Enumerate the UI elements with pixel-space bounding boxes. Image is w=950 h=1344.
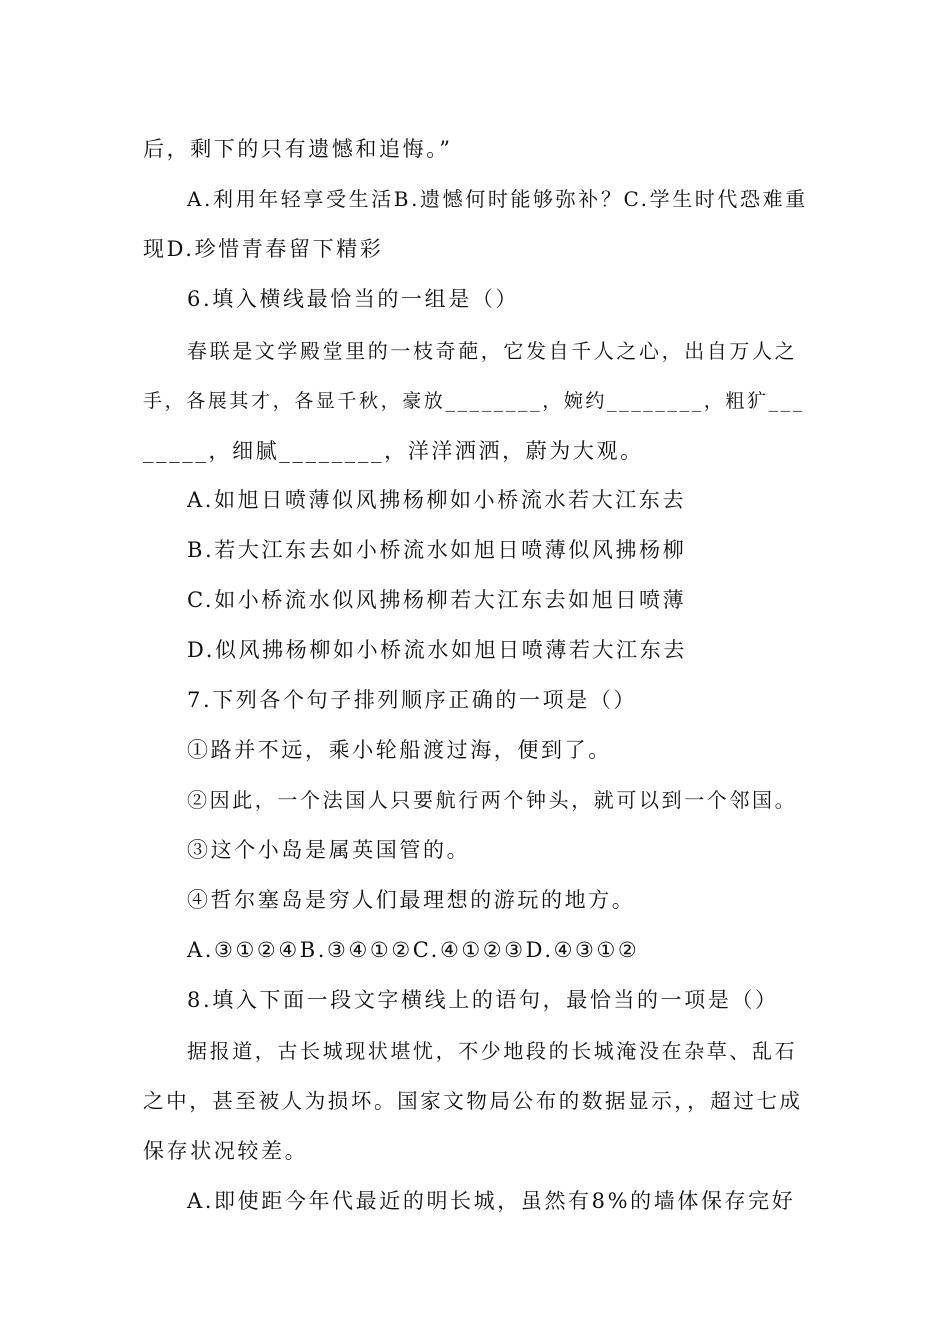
q6-option-d: D.似风拂杨柳如小桥流水如旭日喷薄若大江东去 <box>187 638 687 662</box>
q8-passage-line-2: 之中，甚至被人为损坏。国家文物局公布的数据显示，，超过七成 <box>143 1089 803 1113</box>
question-7-heading: 7.下列各个句子排列顺序正确的一项是（） <box>187 688 638 712</box>
q6-passage-line-1: 春联是文学殿堂里的一枝奇葩，它发自千人之心，出自万人之 <box>187 339 798 363</box>
q6-option-a: A.如旭日喷薄似风拂杨柳如小桥流水若大江东去 <box>187 488 687 512</box>
question-8-heading: 8.填入下面一段文字横线上的语句，最恰当的一项是（） <box>187 988 779 1012</box>
q8-passage-line-3: 保存状况较差。 <box>143 1139 309 1163</box>
q8-passage-line-1: 据报道，古长城现状堪忧，不少地段的长城淹没在杂草、乱石 <box>187 1039 798 1063</box>
q6-passage-line-2: 手，各展其才，各显千秋，豪放________，婉约________，粗犷___ <box>143 390 805 412</box>
question-6-heading: 6.填入横线最恰当的一组是（） <box>187 287 520 311</box>
q5-options-continuation: 现D.珍惜青春留下精彩 <box>143 237 384 261</box>
q7-sentence-2: ②因此，一个法国人只要航行两个钟头，就可以到一个邻国。 <box>187 788 798 812</box>
q6-option-c: C.如小桥流水似风拂杨柳若大江东去如旭日喷薄 <box>187 588 687 612</box>
q7-options: A.③①②④B.③④①②C.④①②③D.④③①② <box>187 938 640 962</box>
q6-passage-line-3: _____，细腻________，洋洋洒洒，蔚为大观。 <box>143 439 644 463</box>
q8-option-a: A.即使距今年代最近的明长城，虽然有8%的墙体保存完好 <box>187 1189 796 1213</box>
q6-option-b: B.若大江东去如小桥流水如旭日喷薄似风拂杨柳 <box>187 538 687 562</box>
q7-sentence-4: ④哲尔塞岛是穷人们最理想的游玩的地方。 <box>187 888 636 912</box>
q5-options-line: A.利用年轻享受生活B.遗憾何时能够弥补？C.学生时代恐难重 <box>187 187 808 211</box>
q7-sentence-3: ③这个小岛是属英国管的。 <box>187 838 471 862</box>
q7-sentence-1: ①路并不远，乘小轮船渡过海，便到了。 <box>187 738 612 762</box>
paragraph-end-line: 后，剩下的只有遗憾和追悔。” <box>143 137 453 161</box>
